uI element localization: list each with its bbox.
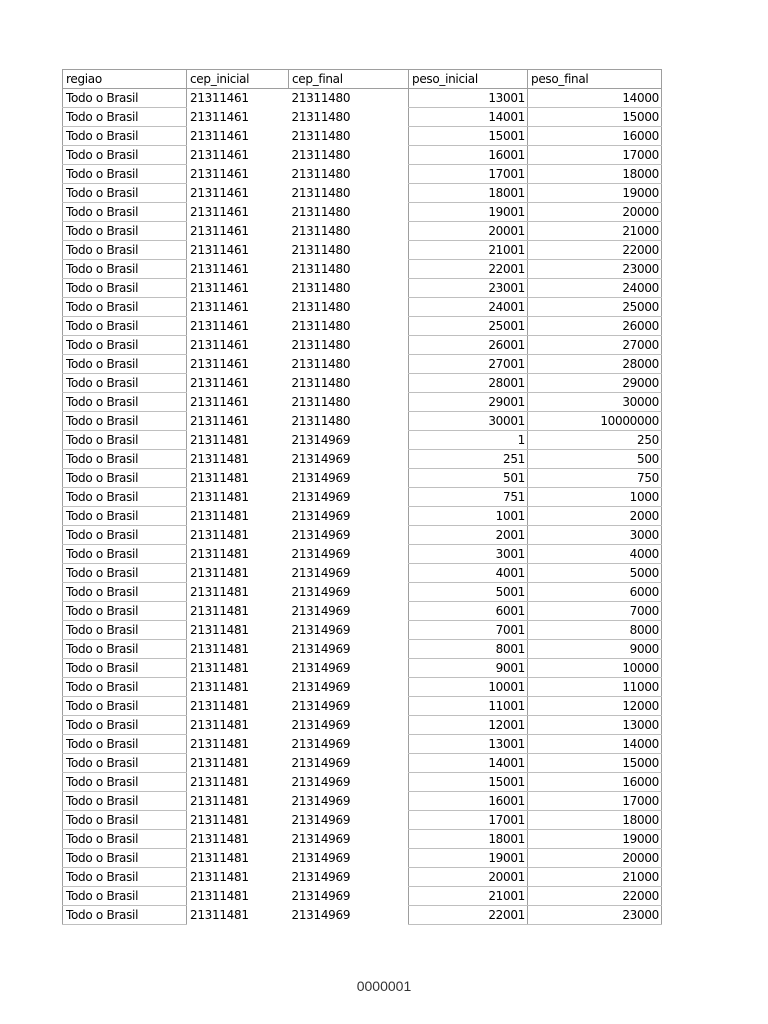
peso-inicial-cell: 15001 bbox=[409, 773, 528, 792]
cep-inicial-cell: 21311481 bbox=[190, 870, 249, 884]
peso-inicial-cell: 26001 bbox=[409, 336, 528, 355]
table-row bbox=[63, 393, 662, 412]
peso-final-cell: 9000 bbox=[528, 640, 662, 659]
peso-inicial-cell: 4001 bbox=[409, 564, 528, 583]
table-row bbox=[63, 640, 662, 659]
peso-inicial-cell: 12001 bbox=[409, 716, 528, 735]
regiao-cell: Todo o Brasil bbox=[63, 526, 187, 545]
peso-inicial-cell: 22001 bbox=[409, 260, 528, 279]
regiao-cell: Todo o Brasil bbox=[63, 678, 187, 697]
cep-final-cell: 21311480 bbox=[291, 357, 351, 371]
cep-inicial-cell: 21311461 bbox=[190, 91, 249, 106]
cep-inicial-cell: 21311481 bbox=[190, 604, 249, 618]
peso-inicial-cell: 751 bbox=[409, 488, 528, 507]
regiao-cell: Todo o Brasil bbox=[63, 203, 187, 222]
table-row bbox=[63, 773, 662, 792]
table-row bbox=[63, 165, 662, 184]
regiao-cell: Todo o Brasil bbox=[63, 564, 187, 583]
table-row bbox=[63, 887, 662, 906]
cep-final-cell: 21311480 bbox=[291, 414, 351, 428]
cep-final-cell: 21311480 bbox=[291, 148, 351, 162]
table-row bbox=[63, 355, 662, 374]
regiao-cell: Todo o Brasil bbox=[63, 830, 187, 849]
cep-final-cell: 21314969 bbox=[291, 908, 351, 922]
cep-inicial-cell: 21311481 bbox=[190, 794, 249, 808]
cep-inicial-cell: 21311481 bbox=[190, 889, 249, 903]
peso-inicial-cell: 20001 bbox=[409, 222, 528, 241]
regiao-cell: Todo o Brasil bbox=[63, 868, 187, 887]
table-row bbox=[63, 697, 662, 716]
cep-inicial-cell: 21311481 bbox=[190, 547, 249, 561]
peso-inicial-cell: 18001 bbox=[409, 830, 528, 849]
peso-final-cell: 18000 bbox=[528, 811, 662, 830]
regiao-cell: Todo o Brasil bbox=[63, 735, 187, 754]
cep-final-cell: 21311480 bbox=[291, 395, 351, 409]
cep-inicial-cell: 21311481 bbox=[190, 471, 249, 485]
table-row bbox=[63, 184, 662, 203]
cep-inicial-cell: 21311461 bbox=[190, 167, 249, 181]
peso-final-cell: 13000 bbox=[528, 716, 662, 735]
table-row bbox=[63, 469, 662, 488]
regiao-cell: Todo o Brasil bbox=[63, 469, 187, 488]
cep-inicial-cell: 21311481 bbox=[190, 661, 249, 675]
cep-inicial-cell: 21311461 bbox=[190, 148, 249, 162]
peso-final-cell: 7000 bbox=[528, 602, 662, 621]
peso-inicial-cell: 3001 bbox=[409, 545, 528, 564]
peso-final-cell: 18000 bbox=[528, 165, 662, 184]
regiao-cell: Todo o Brasil bbox=[63, 697, 187, 716]
cep-inicial-cell: 21311461 bbox=[190, 338, 249, 352]
table-row bbox=[63, 811, 662, 830]
peso-final-cell: 21000 bbox=[528, 222, 662, 241]
cep-final-cell: 21314969 bbox=[291, 585, 351, 599]
peso-final-cell: 750 bbox=[528, 469, 662, 488]
table-row bbox=[63, 659, 662, 678]
peso-final-cell: 10000000 bbox=[528, 412, 662, 431]
peso-final-cell: 2000 bbox=[528, 507, 662, 526]
cep-final-cell: 21314969 bbox=[291, 813, 351, 827]
cep-final-cell: 21314969 bbox=[291, 775, 351, 789]
header-peso-inicial: peso_inicial bbox=[409, 70, 528, 89]
peso-final-cell: 22000 bbox=[528, 241, 662, 260]
data-table bbox=[62, 69, 662, 925]
table-row bbox=[63, 127, 662, 146]
regiao-cell: Todo o Brasil bbox=[63, 811, 187, 830]
regiao-cell: Todo o Brasil bbox=[63, 146, 187, 165]
cep-final-cell: 21314969 bbox=[291, 547, 351, 561]
table-row bbox=[63, 298, 662, 317]
table-row bbox=[63, 735, 662, 754]
cep-final-cell: 21314969 bbox=[291, 433, 351, 447]
regiao-cell: Todo o Brasil bbox=[63, 222, 187, 241]
peso-inicial-cell: 7001 bbox=[409, 621, 528, 640]
table-row bbox=[63, 678, 662, 697]
peso-inicial-cell: 21001 bbox=[409, 241, 528, 260]
peso-final-cell: 500 bbox=[528, 450, 662, 469]
table-row bbox=[63, 374, 662, 393]
cep-inicial-cell: 21311461 bbox=[190, 357, 249, 371]
peso-final-cell: 19000 bbox=[528, 830, 662, 849]
cep-inicial-cell: 21311461 bbox=[190, 376, 249, 390]
table-row bbox=[63, 412, 662, 431]
regiao-cell: Todo o Brasil bbox=[63, 792, 187, 811]
table-row bbox=[63, 906, 662, 925]
peso-final-cell: 17000 bbox=[528, 146, 662, 165]
cep-inicial-cell: 21311461 bbox=[190, 224, 249, 238]
header-regiao: regiao bbox=[63, 70, 187, 89]
cep-final-cell: 21314969 bbox=[291, 604, 351, 618]
cep-final-cell: 21314969 bbox=[291, 718, 351, 732]
peso-final-cell: 11000 bbox=[528, 678, 662, 697]
cep-inicial-cell: 21311461 bbox=[190, 110, 249, 124]
peso-inicial-cell: 6001 bbox=[409, 602, 528, 621]
peso-final-cell: 10000 bbox=[528, 659, 662, 678]
cep-inicial-cell: 21311481 bbox=[190, 452, 249, 466]
regiao-cell: Todo o Brasil bbox=[63, 374, 187, 393]
regiao-cell: Todo o Brasil bbox=[63, 773, 187, 792]
table-row bbox=[63, 564, 662, 583]
table-row bbox=[63, 450, 662, 469]
peso-final-cell: 8000 bbox=[528, 621, 662, 640]
peso-inicial-cell: 251 bbox=[409, 450, 528, 469]
regiao-cell: Todo o Brasil bbox=[63, 906, 187, 925]
table-row bbox=[63, 583, 662, 602]
cep-inicial-cell: 21311461 bbox=[190, 262, 249, 276]
peso-final-cell: 29000 bbox=[528, 374, 662, 393]
peso-final-cell: 16000 bbox=[528, 127, 662, 146]
cep-final-cell: 21314969 bbox=[291, 566, 351, 580]
header-row bbox=[63, 70, 662, 89]
cep-inicial-cell: 21311481 bbox=[190, 832, 249, 846]
peso-inicial-cell: 5001 bbox=[409, 583, 528, 602]
cep-final-cell: 21311480 bbox=[291, 167, 351, 181]
peso-inicial-cell: 15001 bbox=[409, 127, 528, 146]
table-row bbox=[63, 279, 662, 298]
regiao-cell: Todo o Brasil bbox=[63, 716, 187, 735]
cep-inicial-cell: 21311481 bbox=[190, 851, 249, 865]
regiao-cell: Todo o Brasil bbox=[63, 602, 187, 621]
peso-inicial-cell: 13001 bbox=[409, 735, 528, 754]
peso-final-cell: 3000 bbox=[528, 526, 662, 545]
cep-final-cell: 21311480 bbox=[291, 129, 351, 143]
cep-final-cell: 21314969 bbox=[291, 528, 351, 542]
header-cep-final: cep_final bbox=[289, 70, 409, 89]
cep-inicial-cell: 21311461 bbox=[190, 243, 249, 257]
table-row bbox=[63, 716, 662, 735]
peso-final-cell: 19000 bbox=[528, 184, 662, 203]
regiao-cell: Todo o Brasil bbox=[63, 545, 187, 564]
cep-inicial-cell: 21311481 bbox=[190, 566, 249, 580]
peso-inicial-cell: 10001 bbox=[409, 678, 528, 697]
regiao-cell: Todo o Brasil bbox=[63, 317, 187, 336]
peso-inicial-cell: 27001 bbox=[409, 355, 528, 374]
cep-inicial-cell: 21311461 bbox=[190, 205, 249, 219]
peso-inicial-cell: 17001 bbox=[409, 165, 528, 184]
peso-inicial-cell: 28001 bbox=[409, 374, 528, 393]
regiao-cell: Todo o Brasil bbox=[63, 89, 187, 108]
regiao-cell: Todo o Brasil bbox=[63, 393, 187, 412]
peso-inicial-cell: 25001 bbox=[409, 317, 528, 336]
peso-final-cell: 16000 bbox=[528, 773, 662, 792]
table-row bbox=[63, 336, 662, 355]
peso-inicial-cell: 11001 bbox=[409, 697, 528, 716]
cep-inicial-cell: 21311461 bbox=[190, 395, 249, 409]
cep-final-cell: 21314969 bbox=[291, 794, 351, 808]
cep-final-cell: 21314969 bbox=[291, 756, 351, 770]
table-row bbox=[63, 792, 662, 811]
page-number: 0000001 bbox=[356, 978, 412, 994]
cep-final-cell: 21314969 bbox=[291, 737, 351, 751]
cep-inicial-cell: 21311481 bbox=[190, 813, 249, 827]
cep-final-cell: 21314969 bbox=[291, 509, 351, 523]
regiao-cell: Todo o Brasil bbox=[63, 488, 187, 507]
table-row bbox=[63, 754, 662, 773]
cep-inicial-cell: 21311481 bbox=[190, 585, 249, 599]
peso-inicial-cell: 19001 bbox=[409, 203, 528, 222]
regiao-cell: Todo o Brasil bbox=[63, 127, 187, 146]
cep-inicial-cell: 21311481 bbox=[190, 680, 249, 694]
peso-inicial-cell: 13001 bbox=[409, 89, 528, 108]
peso-final-cell: 4000 bbox=[528, 545, 662, 564]
cep-inicial-cell: 21311461 bbox=[190, 319, 249, 333]
peso-inicial-cell: 1 bbox=[409, 431, 528, 450]
cep-final-cell: 21314969 bbox=[291, 661, 351, 675]
cep-final-cell: 21314969 bbox=[291, 699, 351, 713]
regiao-cell: Todo o Brasil bbox=[63, 260, 187, 279]
table-row bbox=[63, 89, 662, 108]
peso-final-cell: 14000 bbox=[528, 89, 662, 108]
regiao-cell: Todo o Brasil bbox=[63, 583, 187, 602]
table-row bbox=[63, 830, 662, 849]
cep-inicial-cell: 21311481 bbox=[190, 756, 249, 770]
peso-inicial-cell: 19001 bbox=[409, 849, 528, 868]
peso-inicial-cell: 17001 bbox=[409, 811, 528, 830]
regiao-cell: Todo o Brasil bbox=[63, 165, 187, 184]
cep-final-cell: 21311480 bbox=[291, 319, 351, 333]
peso-inicial-cell: 29001 bbox=[409, 393, 528, 412]
peso-inicial-cell: 22001 bbox=[409, 906, 528, 925]
regiao-cell: Todo o Brasil bbox=[63, 754, 187, 773]
peso-final-cell: 15000 bbox=[528, 108, 662, 127]
cep-final-cell: 21314969 bbox=[291, 832, 351, 846]
peso-final-cell: 24000 bbox=[528, 279, 662, 298]
regiao-cell: Todo o Brasil bbox=[63, 849, 187, 868]
cep-inicial-cell: 21311481 bbox=[190, 528, 249, 542]
cep-final-cell: 21314969 bbox=[291, 889, 351, 903]
regiao-cell: Todo o Brasil bbox=[63, 279, 187, 298]
regiao-cell: Todo o Brasil bbox=[63, 298, 187, 317]
peso-final-cell: 26000 bbox=[528, 317, 662, 336]
peso-inicial-cell: 14001 bbox=[409, 754, 528, 773]
cep-final-cell: 21311480 bbox=[291, 243, 351, 257]
table-row bbox=[63, 146, 662, 165]
peso-inicial-cell: 23001 bbox=[409, 279, 528, 298]
table-row bbox=[63, 222, 662, 241]
header-peso-final: peso_final bbox=[528, 70, 662, 89]
table-row bbox=[63, 621, 662, 640]
cep-final-cell: 21311480 bbox=[291, 338, 351, 352]
peso-final-cell: 250 bbox=[528, 431, 662, 450]
cep-final-cell: 21311480 bbox=[291, 224, 351, 238]
table-row bbox=[63, 317, 662, 336]
peso-final-cell: 12000 bbox=[528, 697, 662, 716]
peso-final-cell: 30000 bbox=[528, 393, 662, 412]
table-row bbox=[63, 526, 662, 545]
table-row bbox=[63, 108, 662, 127]
cep-inicial-cell: 21311461 bbox=[190, 186, 249, 200]
cep-final-cell: 21311480 bbox=[291, 300, 351, 314]
peso-inicial-cell: 18001 bbox=[409, 184, 528, 203]
cep-final-cell: 21311480 bbox=[291, 205, 351, 219]
cep-final-cell: 21314969 bbox=[291, 490, 351, 504]
peso-inicial-cell: 2001 bbox=[409, 526, 528, 545]
table-row bbox=[63, 260, 662, 279]
cep-final-cell: 21314969 bbox=[291, 452, 351, 466]
peso-inicial-cell: 1001 bbox=[409, 507, 528, 526]
cep-inicial-cell: 21311481 bbox=[190, 775, 249, 789]
cep-inicial-cell: 21311461 bbox=[190, 281, 249, 295]
table-row bbox=[63, 203, 662, 222]
peso-final-cell: 21000 bbox=[528, 868, 662, 887]
cep-final-cell: 21314969 bbox=[291, 471, 351, 485]
table-row bbox=[63, 507, 662, 526]
peso-inicial-cell: 20001 bbox=[409, 868, 528, 887]
cep-inicial-cell: 21311481 bbox=[190, 718, 249, 732]
cep-final-cell: 21314969 bbox=[291, 851, 351, 865]
peso-inicial-cell: 24001 bbox=[409, 298, 528, 317]
peso-final-cell: 15000 bbox=[528, 754, 662, 773]
table-row bbox=[63, 868, 662, 887]
cep-inicial-cell: 21311481 bbox=[190, 433, 249, 447]
peso-final-cell: 14000 bbox=[528, 735, 662, 754]
regiao-cell: Todo o Brasil bbox=[63, 507, 187, 526]
table-row bbox=[63, 488, 662, 507]
peso-final-cell: 27000 bbox=[528, 336, 662, 355]
peso-inicial-cell: 30001 bbox=[409, 412, 528, 431]
cep-inicial-cell: 21311481 bbox=[190, 490, 249, 504]
peso-final-cell: 25000 bbox=[528, 298, 662, 317]
cep-inicial-cell: 21311481 bbox=[190, 509, 249, 523]
cep-final-cell: 21314969 bbox=[291, 680, 351, 694]
peso-final-cell: 22000 bbox=[528, 887, 662, 906]
cep-inicial-cell: 21311481 bbox=[190, 642, 249, 656]
regiao-cell: Todo o Brasil bbox=[63, 412, 187, 431]
peso-final-cell: 20000 bbox=[528, 203, 662, 222]
header-cep-inicial: cep_inicial bbox=[187, 70, 289, 89]
peso-inicial-cell: 16001 bbox=[409, 146, 528, 165]
regiao-cell: Todo o Brasil bbox=[63, 659, 187, 678]
cep-inicial-cell: 21311481 bbox=[190, 737, 249, 751]
peso-inicial-cell: 9001 bbox=[409, 659, 528, 678]
peso-final-cell: 23000 bbox=[528, 906, 662, 925]
table-row bbox=[63, 602, 662, 621]
peso-final-cell: 28000 bbox=[528, 355, 662, 374]
cep-inicial-cell: 21311461 bbox=[190, 129, 249, 143]
regiao-cell: Todo o Brasil bbox=[63, 450, 187, 469]
peso-inicial-cell: 21001 bbox=[409, 887, 528, 906]
cep-final-cell: 21311480 bbox=[291, 91, 351, 106]
regiao-cell: Todo o Brasil bbox=[63, 355, 187, 374]
peso-final-cell: 20000 bbox=[528, 849, 662, 868]
peso-inicial-cell: 501 bbox=[409, 469, 528, 488]
peso-inicial-cell: 14001 bbox=[409, 108, 528, 127]
table-row bbox=[63, 545, 662, 564]
peso-inicial-cell: 8001 bbox=[409, 640, 528, 659]
cep-final-cell: 21314969 bbox=[291, 870, 351, 884]
cep-final-cell: 21311480 bbox=[291, 186, 351, 200]
cep-inicial-cell: 21311461 bbox=[190, 300, 249, 314]
cep-final-cell: 21311480 bbox=[291, 262, 351, 276]
cep-final-cell: 21311480 bbox=[291, 110, 351, 124]
peso-final-cell: 5000 bbox=[528, 564, 662, 583]
regiao-cell: Todo o Brasil bbox=[63, 108, 187, 127]
peso-final-cell: 1000 bbox=[528, 488, 662, 507]
cep-inicial-cell: 21311461 bbox=[190, 414, 249, 428]
peso-final-cell: 23000 bbox=[528, 260, 662, 279]
regiao-cell: Todo o Brasil bbox=[63, 431, 187, 450]
cep-final-cell: 21314969 bbox=[291, 642, 351, 656]
cep-inicial-cell: 21311481 bbox=[190, 908, 249, 922]
cep-final-cell: 21311480 bbox=[291, 376, 351, 390]
regiao-cell: Todo o Brasil bbox=[63, 887, 187, 906]
regiao-cell: Todo o Brasil bbox=[63, 336, 187, 355]
peso-inicial-cell: 16001 bbox=[409, 792, 528, 811]
table-row bbox=[63, 241, 662, 260]
cep-final-cell: 21314969 bbox=[291, 623, 351, 637]
regiao-cell: Todo o Brasil bbox=[63, 241, 187, 260]
peso-final-cell: 17000 bbox=[528, 792, 662, 811]
regiao-cell: Todo o Brasil bbox=[63, 184, 187, 203]
peso-final-cell: 6000 bbox=[528, 583, 662, 602]
table-row bbox=[63, 849, 662, 868]
regiao-cell: Todo o Brasil bbox=[63, 621, 187, 640]
table-row bbox=[63, 431, 662, 450]
cep-inicial-cell: 21311481 bbox=[190, 699, 249, 713]
regiao-cell: Todo o Brasil bbox=[63, 640, 187, 659]
cep-final-cell: 21311480 bbox=[291, 281, 351, 295]
cep-inicial-cell: 21311481 bbox=[190, 623, 249, 637]
